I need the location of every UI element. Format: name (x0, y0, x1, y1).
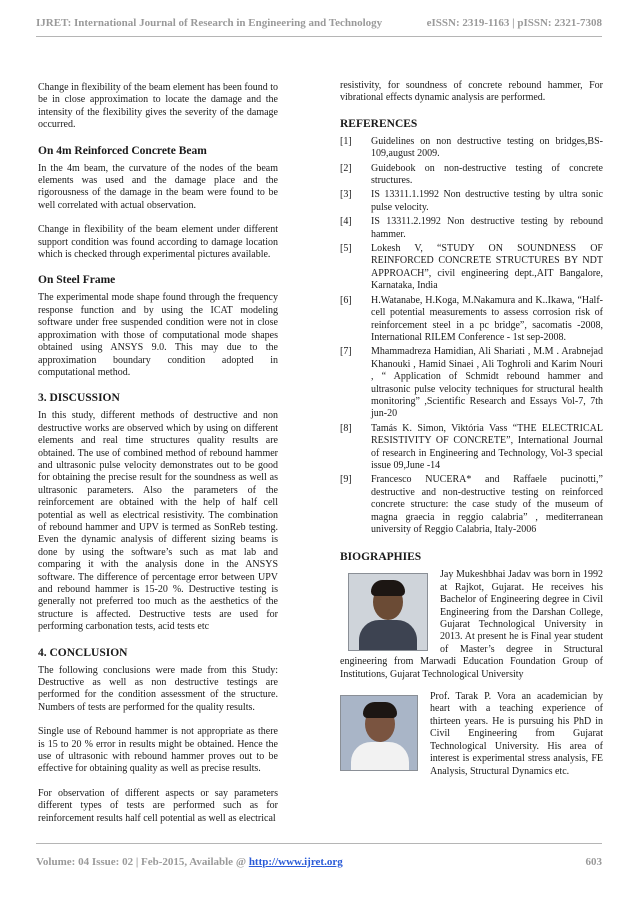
journal-name: IJRET: International Journal of Research in Engineering and Technology (36, 17, 383, 29)
issn-info: eISSN: 2319-1163 | pISSN: 2321-7308 (426, 17, 602, 29)
journal-link[interactable]: http://www.ijret.org (248, 856, 343, 868)
reference-item (340, 163, 603, 188)
biography-2 (340, 691, 603, 778)
reference-number: [8] (340, 422, 352, 434)
paragraph: The experimental mode shape found through the frequency response function and by using the ICAT modeling software under free suspended condition were not in close approximation with those of computational mode shapes obtained using ANSYS 9.0. This may due to the approximation boundary condition adopted in computational method. (38, 292, 278, 378)
reference-item (340, 295, 603, 345)
section-heading: On 4m Reinforced Concrete Beam (38, 144, 207, 157)
right-column (340, 80, 603, 778)
reference-number: [5] (340, 243, 352, 255)
reference-number: [4] (340, 216, 352, 228)
reference-number: [9] (340, 474, 352, 486)
reference-text: Guidebook on non-destructive testing of concrete structures. (371, 162, 603, 187)
paragraph: Change in flexibility of the beam element has been found to be in close approximation to locate the damage and the intensity of the flexibility gives the severity of the damage occurred. (38, 82, 278, 131)
author-photo (348, 573, 428, 651)
reference-item (340, 189, 603, 214)
section-heading: BIOGRAPHIES (340, 551, 422, 564)
reference-item (340, 423, 603, 473)
reference-text: H.Watanabe, H.Koga, M.Nakamura and K..Ikawa, “Half-cell potential measurements to assess corrosion risk of reinforcement steel in a pc bridge”, sacomatis -2008, International RILEM Conference - 1st sep-2008. (371, 294, 603, 343)
paragraph: resistivity, for soundness of concrete rebound hammer, For vibrational effects dynamic analysis are performed. (340, 80, 603, 104)
reference-list (340, 136, 603, 537)
reference-item (340, 243, 603, 293)
reference-item (340, 346, 603, 420)
reference-text: Guidelines on non destructive testing on bridges,BS-109,august 2009. (371, 135, 603, 160)
reference-item (340, 474, 603, 536)
reference-text: IS 13311.2.1992 Non destructive testing by rebound hammer. (371, 216, 603, 240)
reference-item (340, 216, 603, 241)
reference-text: Francesco NUCERA* and Raffaele pucinotti,” destructive and non-destructive testing on reinforced concrete structure: the case study of the museum of magna graecia in reggio calabria” , mediterranean university of Reggio Calabria, Italy-2006 (371, 474, 603, 535)
volume-text: Volume: 04 Issue: 02 | Feb-2015, Available @ (36, 856, 249, 868)
left-column (38, 82, 278, 837)
biography-1 (340, 569, 603, 681)
reference-text: Lokesh V, “STUDY ON SOUNDNESS OF REINFORCED CONCRETE STRUCTURES BY NDT APPROACH”, civil engineering dept.,AIT Bangalore, Karnataka, India (371, 243, 603, 292)
paragraph: The following conclusions were made from this Study: Destructive as well as non destructive testings are performed for the condition assessment of the structure. Numbers of tests are performed for the quality results. (38, 664, 278, 713)
header-rule (36, 36, 602, 37)
reference-text: IS 13311.1.1992 Non destructive testing by ultra sonic pulse velocity. (371, 189, 603, 213)
reference-text: Mhammadreza Hamidian, Ali Shariati , M.M . Arabnejad Khanouki , Hamid Sinaei , Ali Toghroli and Karim Nouri , “ Application of Schmidt rebound hammer and ultrasonic pulse velocity techniques for structural health monitoring” ,Scientific Research and Essays Vol-7, 7th jun-20 (371, 346, 603, 420)
reference-number: [1] (340, 135, 352, 147)
reference-item (340, 136, 603, 161)
footer-rule (36, 843, 602, 844)
author-photo (340, 695, 418, 771)
biography-text: Prof. Tarak P. Vora an academician by heart with a teaching experience of thirteen years. He is pursuing his PhD in Civil Engineering from Gujarat Technological University. His area of interest is experimental stress analysis, FE Analysis, Structural Dynamics etc. (430, 691, 603, 777)
reference-number: [3] (340, 189, 352, 201)
section-heading: 3. DISCUSSION (38, 392, 120, 405)
reference-number: [6] (340, 294, 352, 306)
page-header (36, 13, 602, 33)
reference-text: Tamás K. Simon, Viktória Vass “THE ELECTRICAL RESISTIVITY OF CONCRETE”, International Journal of research in Engineering and Technology, Vol-3 special issue 09,June -14 (371, 422, 603, 471)
paragraph: Single use of Rebound hammer is not appropriate as there is 15 to 20 % error in results might be obtained. Hence the use of ultrasonic with rebound hammer proves out to be effective for obtaining quality as well as precise results. (38, 726, 278, 775)
volume-info (36, 856, 343, 868)
paragraph: For observation of different aspects or say parameters different types of tests are performed such as for reinforcement results half cell potential as well as electrical (38, 787, 278, 824)
section-heading: 4. CONCLUSION (38, 646, 128, 659)
section-heading: REFERENCES (340, 117, 418, 130)
page-number: 603 (585, 856, 602, 868)
section-heading: On Steel Frame (38, 274, 116, 287)
biography-text: Jay Mukeshbhai Jadav was born in 1992 at Rajkot, Gujarat. He receives his Bachelor of Engineering degree in Civil Engineering from the Darshan College, Gujarat Technological University in 2013. At present he is Final year student of Master’s degree in Structural engineering from Marwadi Education Foundation Group of Institutions, Gujarat Technological University (340, 569, 603, 680)
reference-number: [7] (340, 346, 352, 358)
paragraph: In the 4m beam, the curvature of the nodes of the beam elements was used and the damage place and the rigorousness of the damage in the beam were found to be well correlated with actual observation. (38, 162, 278, 211)
paragraph: In this study, different methods of destructive and non destructive works are observed which by using on different elements and real time structures quality results are obtained. The use of combined method of rebound hammer and ultrasonic pulse velocity demonstrates out to be good for obtaining the precise result for the soundness as well as ultrasonic parameters. Also the parameters of the reinforcement are obtained with the help of half cell potential as well as electrical resistivity. The combination of rebound hammer and UPV is termed as SonReb testing. Even the dynamic analysis of different sizing beams is done by using the software’s such as mat lab and comparing it with the analysis done in the ANSYS software. The difference of percentage error between UPV and rebound hammer is 15-20 %. Destructive testing is generally not preferred too much as the aesthetics of the structure is affected. Destructive tests are used for performing carbonation tests, acid tests etc (38, 410, 278, 633)
reference-number: [2] (340, 162, 352, 174)
paragraph: Change in flexibility of the beam element under different support condition was found according to damage location which is checked through experimental pictures available. (38, 224, 278, 261)
